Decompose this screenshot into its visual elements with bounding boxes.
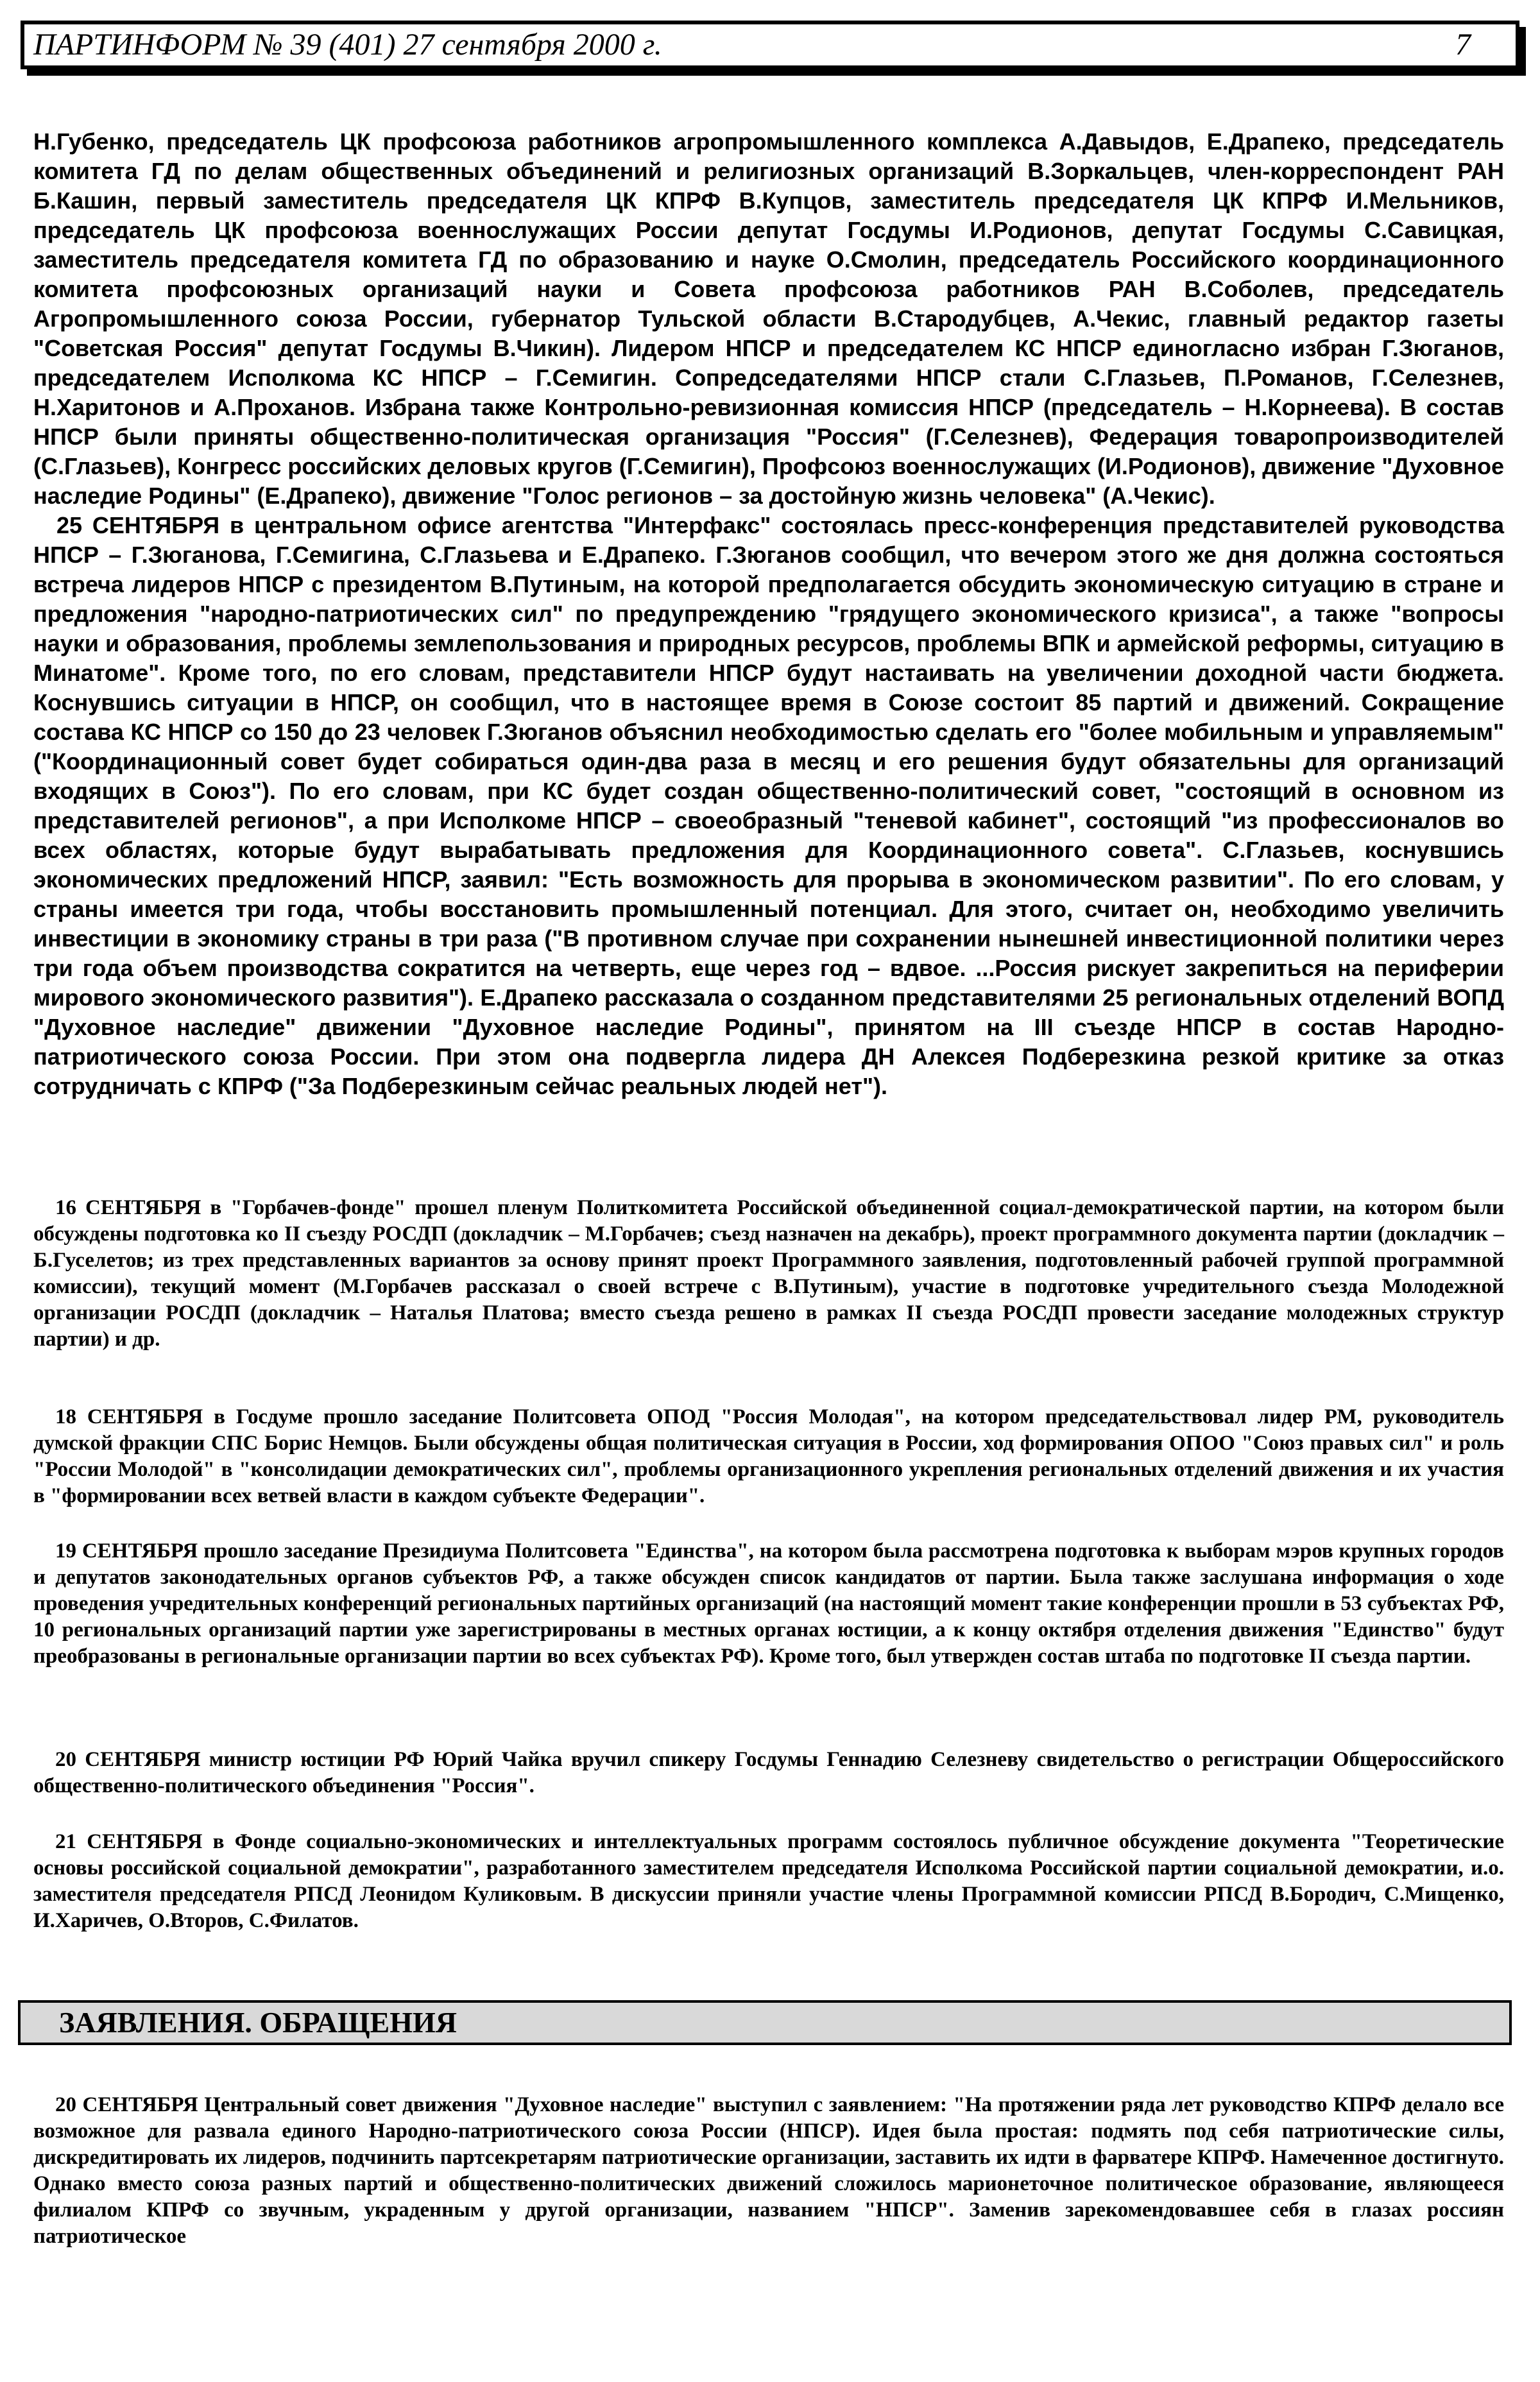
page-number: 7	[1455, 28, 1471, 62]
article-paragraph: 25 СЕНТЯБРЯ в центральном офисе агентства "Интерфакс" состоялась пресс-конференция представителей руководства НПСР – Г.Зюганова, Г.Семигина, С.Глазьева и Е.Драпеко. Г.Зюганов сообщил, что вечером этого же дня должна состояться встреча лидеров НПСР с президентом В.Путиным, на которой предполагается обсудить экономическую ситуацию в стране и предложения "народно-патриотических сил" по предупреждению "грядущего экономического кризиса", а также "вопросы науки и образования, проблемы землепользования и природных ресурсов, проблемы ВПК и армейской реформы, ситуацию в Минатоме". Кроме того, по его словам, представители НПСР будут настаивать на увеличении доходной части бюджета. Коснувшись ситуации в НПСР, он сообщил, что в настоящее время в Союзе состоит 85 партий и движений. Сокращение состава КС НПСР со 150 до 23 человек Г.Зюганов объяснил необходимостью сделать его "более мобильным и управляемым" ("Координационный совет будет собираться один-два раза в месяц и его решения будут обязательны для организаций входящих в Союз"). По его словам, при КС будет создан общественно-политический совет, "состоящий в основном из представителей регионов", а при Исполкоме НПСР – своеобразный "теневой кабинет", состоящий "из профессионалов во всех областях, которые будут вырабатывать предложения для Координационного совета". С.Глазьев, коснувшись экономических предложений НПСР, заявил: "Есть возможность для прорыва в экономическом развитии". По его словам, у страны имеется три года, чтобы восстановить промышленный потенциал. Для этого, считает он, необходимо увеличить инвестиции в экономику страны в три раза ("В противном случае при сохранении нынешней инвестиционной политики через три года объем производства сократится на четверть, еще через год – вдвое. ...Россия рискует закрепиться на периферии мирового экономического развития"). Е.Драпеко рассказала о созданном представителями 25 региональных отделений ВОПД "Духовное наследие" движении "Духовное наследие Родины", принятом на III съезде НПСР в состав Народно-патриотического союза России. При этом она подвергла лидера ДН Алексея Подберезкина резкой критике за отказ сотрудничать с КПРФ ("За Подберезкиным сейчас реальных людей нет").	[33, 512, 1504, 1099]
news-paragraph: 18 СЕНТЯБРЯ в Госдуме прошло заседание Политсовета ОПОД "Россия Молодая", на котором председательствовал лидер РМ, руководитель думской фракции СПС Борис Немцов. Были обсуждены общая политическая ситуация в России, ход формирования ОПОО "Союз правых сил" и роль "России Молодой" в "консолидации демократических сил", проблемы организационного укрепления региональных отделений движения и их участия в "формировании всех ветвей власти в каждом субъекте Федерации".	[33, 1405, 1504, 1507]
statement-item-sep20	[33, 2092, 1504, 2250]
news-paragraph: 16 СЕНТЯБРЯ в "Горбачев-фонде" прошел пленум Политкомитета Российской объединенной социал-демократической партии, на котором были обсуждены подготовка ко II съезду РОСДП (докладчик – М.Горбачев; съезд назначен на декабрь), проект программного документа партии (докладчик – Б.Гуселетов; из трех представленных вариантов за основу принят проект Программного заявления, подготовленный рабочей группой программной комиссии), текущий момент (М.Горбачев рассказал о своей встрече с В.Путиным), участие в подготовке учредительного съезда Молодежной организации РОСДП (докладчик – Наталья Платова; вместо съезда решено в рамках II съезда РОСДП провести заседание молодежных структур партии) и др.	[33, 1196, 1504, 1351]
news-paragraph: 20 СЕНТЯБРЯ министр юстиции РФ Юрий Чайка вручил спикеру Госдумы Геннадию Селезневу свидетельство о регистрации Общероссийского общественно-политического объединения "Россия".	[33, 1748, 1504, 1797]
section-heading	[18, 2000, 1512, 2045]
news-item-sep21	[33, 1829, 1504, 1934]
news-item-sep16	[33, 1195, 1504, 1353]
news-paragraph: 19 СЕНТЯБРЯ прошло заседание Президиума Политсовета "Единства", на котором была рассмотрена подготовка к выборам мэров крупных городов и депутатов законодательных органов субъектов РФ, а также обсужден список кандидатов от партии. Была также заслушана информация о ходе проведения учредительных конференций региональных партийных организаций (на настоящий момент такие конференции прошли в 53 субъектах РФ, 10 региональных организаций партии уже зарегистрированы в местных органах юстиции, а к концу октября отделения движения "Единство" будут преобразованы в региональные организации партии во всех субъектах РФ). Кроме того, был утвержден состав штаба по подготовке II съезда партии.	[33, 1539, 1504, 1668]
header-bar	[21, 21, 1519, 69]
main-article	[33, 127, 1504, 1101]
news-item-sep18	[33, 1404, 1504, 1509]
news-paragraph: 21 СЕНТЯБРЯ в Фонде социально-экономических и интеллектуальных программ состоялось публичное обсуждение документа "Теоретические основы российской социальной демократии", разработанного заместителем председателя Исполкома Российской партии социальной демократии, и.о. заместителя председателя РПСД Леонидом Куликовым. В дискуссии приняли участие члены Программной комиссии РПСД В.Бородич, С.Мищенко, И.Харичев, О.Второв, С.Филатов.	[33, 1830, 1504, 1932]
news-item-sep20	[33, 1747, 1504, 1799]
section-title: ЗАЯВЛЕНИЯ. ОБРАЩЕНИЯ	[59, 2006, 457, 2039]
article-paragraph: Н.Губенко, председатель ЦК профсоюза работников агропромышленного комплекса А.Давыдов, Е.Драпеко, председатель комитета ГД по делам общественных объединений и религиозных организаций В.Зоркальцев, член-корреспондент РАН Б.Кашин, первый заместитель председателя ЦК КПРФ В.Купцов, заместитель председателя ЦК КПРФ И.Мельников, председатель ЦК профсоюза военнослужащих России депутат Госдумы И.Родионов, депутат Госдумы С.Савицкая, заместитель председателя комитета ГД по образованию и науке О.Смолин, председатель Российского координационного комитета профсоюзных организаций науки и Совета профсоюза работников РАН В.Соболев, председатель Агропромышленного союза России, губернатор Тульской области В.Стародубцев, А.Чекис, главный редактор газеты "Советская Россия" депутат Госдумы В.Чикин). Лидером НПСР и председателем КС НПСР единогласно избран Г.Зюганов, председателем Исполкома КС НПСР – Г.Семигин. Сопредседателями НПСР стали С.Глазьев, П.Романов, Г.Селезнев, Н.Харитонов и А.Проханов. Избрана также Контрольно-ревизионная комиссия НПСР (председатель – Н.Корнеева). В состав НПСР были приняты общественно-политическая организация "Россия" (Г.Селезнев), Федерация товаропроизводителей (С.Глазьев), Конгресс российских деловых кругов (Г.Семигин), Профсоюз военнослужащих (И.Родионов), движение "Духовное наследие Родины" (Е.Драпеко), движение "Голос регионов – за достойную жизнь человека" (А.Чекис).	[33, 128, 1504, 509]
statement-paragraph: 20 СЕНТЯБРЯ Центральный совет движения "Духовное наследие" выступил с заявлением: "На протяжении ряда лет руководство КПРФ делало все возможное для развала единого Народно-патриотического союза России (НПСР). Идея была простая: подмять под себя патриотические силы, дискредитировать их лидеров, подчинить партсекретарям патриотические организации, заставить их идти в фарватере КПРФ. Намеченное достигнуто. Однако вместо союза разных партий и общественно-политических движений сложилось марионеточное политическое образование, являющееся филиалом КПРФ со звучным, украденным у другой организации, названием "НПСР". Заменив зарекомендовавшее себя в глазах россиян патриотическое	[33, 2093, 1504, 2248]
news-item-sep19	[33, 1538, 1504, 1670]
publication-title: ПАРТИНФОРМ № 39 (401) 27 сентября 2000 г.	[33, 28, 662, 62]
